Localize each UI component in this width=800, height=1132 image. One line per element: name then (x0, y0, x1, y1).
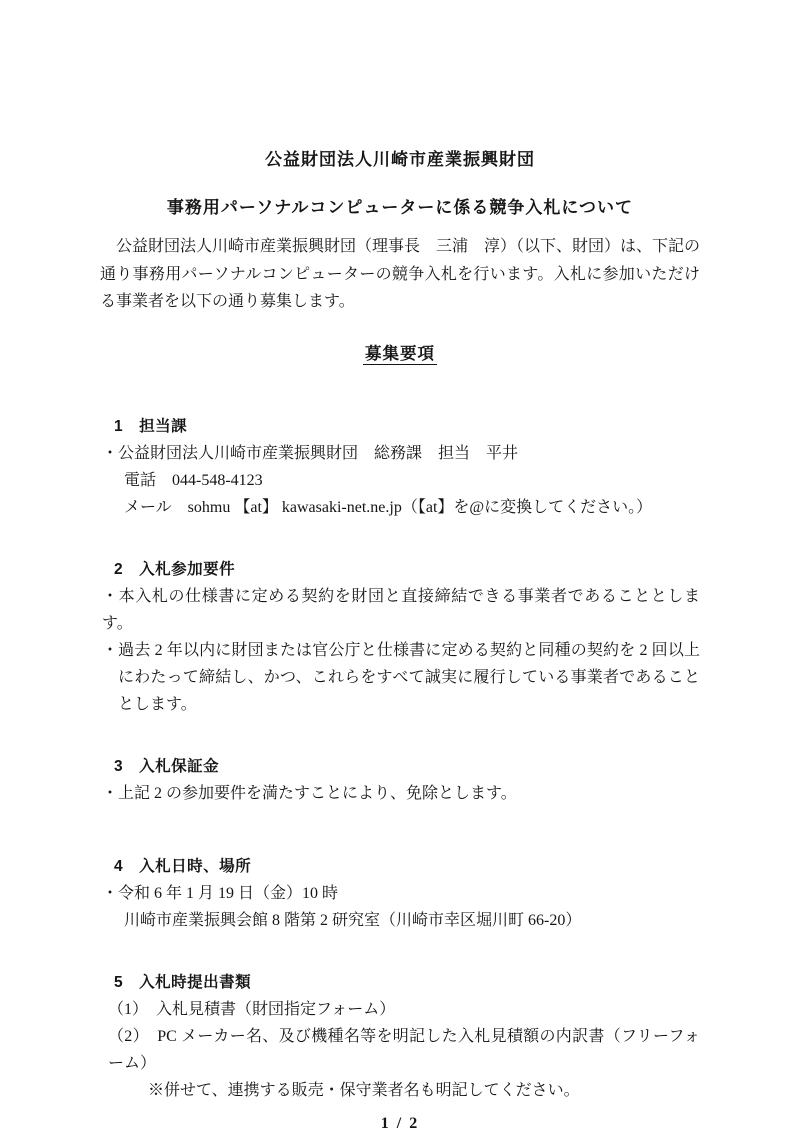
page-number: 1 / 2 (380, 1114, 420, 1132)
requirement-line: ・本入札の仕様書に定める契約を財団と直接締結できる事業者であることとします。 (102, 587, 700, 632)
section-heading: 2 入札参加要件 (114, 560, 236, 578)
recruit-header (100, 340, 700, 367)
document-subtitle: 事務用パーソナルコンピューターに係る競争入札について (166, 198, 634, 217)
bid-datetime-line: ・令和 6 年 1 月 19 日（金）10 時 (102, 884, 339, 902)
section-bid-datetime-place (100, 853, 700, 934)
contact-phone-line: 電話 044-548-4123 (124, 471, 263, 489)
section-heading: 5 入札時提出書類 (114, 973, 252, 991)
section-heading: 1 担当課 (114, 417, 188, 435)
submission-item-1: （1） 入札見積書（財団指定フォーム） (108, 1000, 396, 1018)
recruit-header-text: 募集要項 (365, 343, 435, 363)
section-submission-documents (100, 969, 700, 1104)
section-heading: 4 入札日時、場所 (114, 857, 252, 875)
section-bid-deposit (100, 753, 700, 807)
intro-paragraph: 公益財団法人川崎市産業振興財団（理事長 三浦 淳）（以下、財団）は、下記の通り事務用パーソナルコンピューターの競争入札を行います。入札に参加いただける事業者を以下の通り募集します。 (100, 238, 701, 310)
section-contact (100, 413, 700, 521)
contact-email-line: メール sohmu 【at】 kawasaki-net.ne.jp（【at】を@に変換してください。） (124, 498, 653, 516)
bid-place-line: 川崎市産業振興会館 8 階第 2 研究室（川崎市幸区堀川町 66-20） (124, 911, 582, 929)
document-title: 公益財団法人川崎市産業振興財団 (265, 150, 535, 169)
deposit-line: ・上記 2 の参加要件を満たすことにより、免除とします。 (102, 784, 517, 802)
section-heading: 3 入札保証金 (114, 757, 220, 775)
submission-item-2: （2） PC メーカー名、及び機種名等を明記した入札見積額の内訳書（フリーフォーム） (108, 1027, 700, 1072)
section-participation-requirements (100, 556, 700, 718)
requirement-line: ・過去 2 年以内に財団または官公庁と仕様書に定める契約と同種の契約を 2 回以上にわたって締結し、かつ、これらをすべて誠実に履行している事業者であることとします。 (102, 641, 700, 713)
submission-item-note: ※併せて、連携する販売・保守業者名も明記してください。 (148, 1081, 580, 1099)
contact-organization-line: ・公益財団法人川崎市産業振興財団 総務課 担当 平井 (102, 444, 519, 462)
